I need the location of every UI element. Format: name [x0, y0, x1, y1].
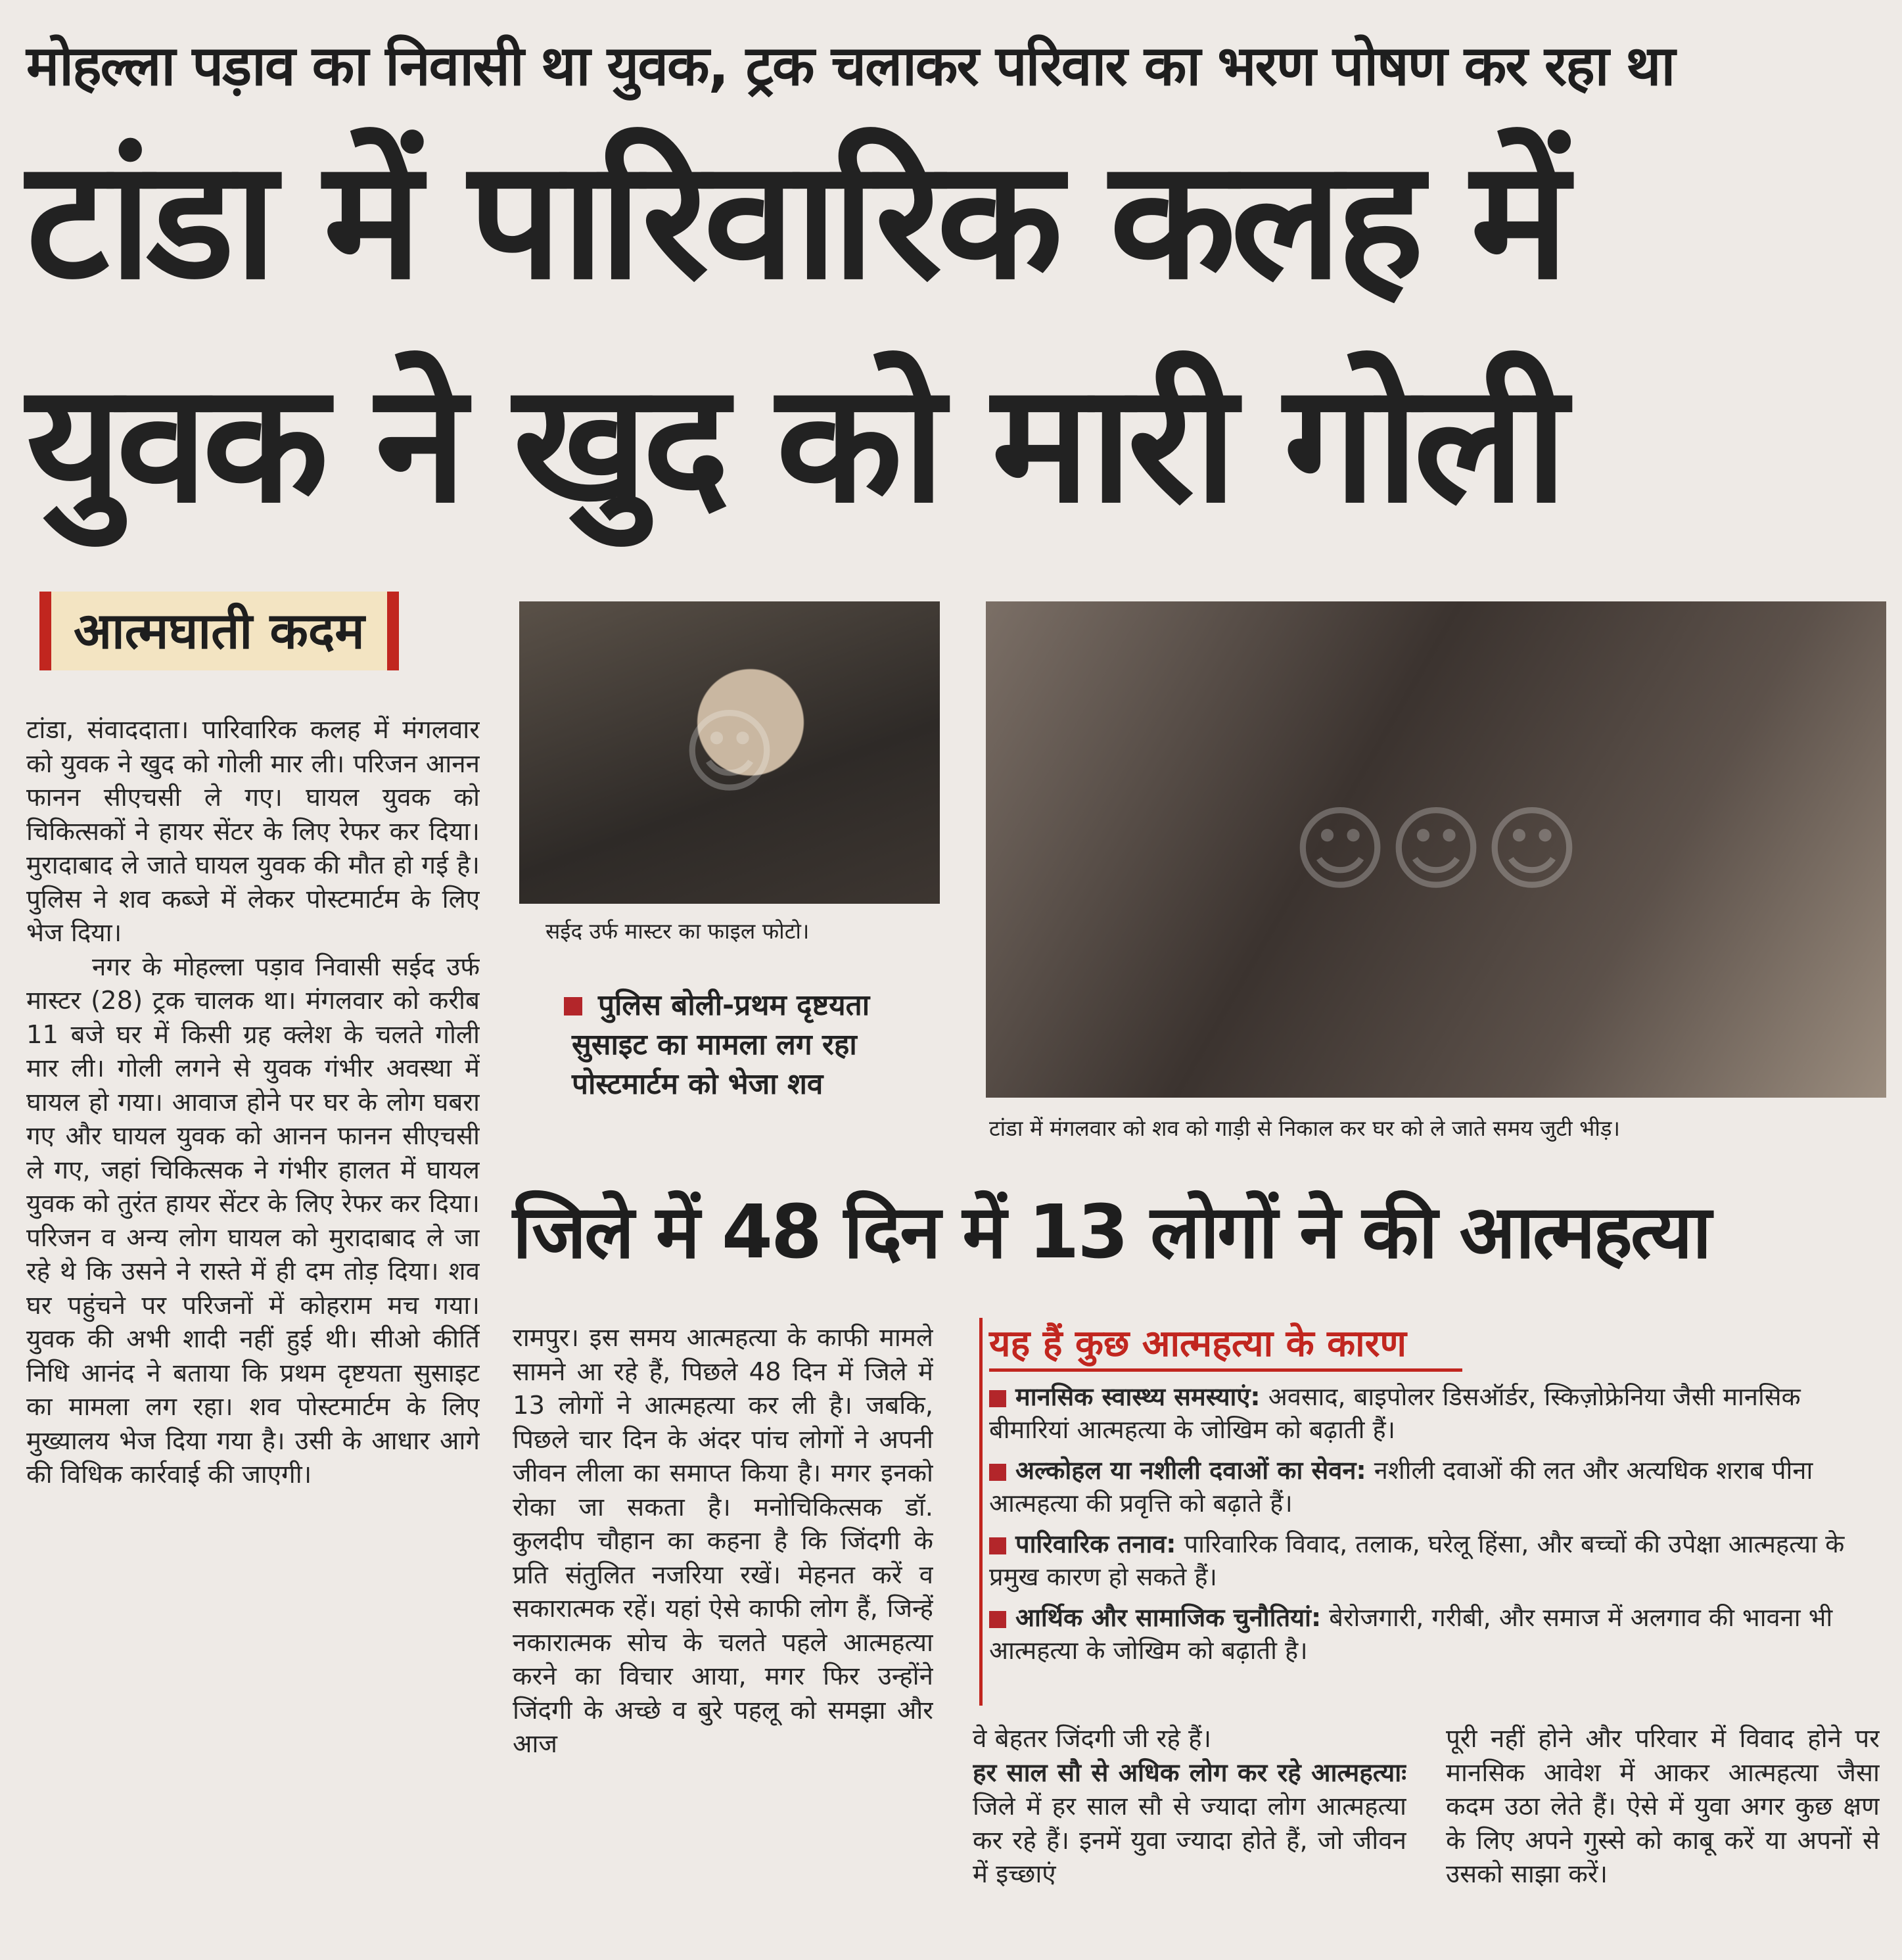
col2-text: जिले में हर साल सौ से ज्यादा लोग आत्महत्या कर रहे हैं। इनमें युवा ज्यादा होते हैं, जो जीवन में इच्छाएं — [973, 1792, 1406, 1889]
second-story-headline: जिले में 48 दिन में 13 लोगों ने की आत्महत्या — [513, 1190, 1710, 1275]
reason-item: पारिवारिक तनाव: पारिवारिक विवाद, तलाक, घरेलू हिंसा, और बच्चों की उपेक्षा आत्महत्या के प्रमुख कारण हो सकते हैं। — [989, 1529, 1845, 1591]
crowd-photo-caption: टांडा में मंगलवार को शव को गाड़ी से निकाल कर घर को ले जाते समय जुटी भीड़। — [989, 1115, 1621, 1141]
second-story-column-3 — [1446, 1722, 1880, 1946]
crowd-photo-icon: ☺☺☺ — [1292, 796, 1580, 903]
main-story-body — [26, 713, 480, 1936]
highlight-text: पुलिस बोली-प्रथम दृष्टयता सुसाइट का मामला लग रहा पोस्टमार्टम को भेजा शव — [572, 989, 870, 1101]
square-bullet-icon — [989, 1611, 1006, 1628]
crowd-photo — [986, 601, 1886, 1098]
headline-line-2: युवक ने खुद को मारी गोली — [26, 348, 1562, 539]
main-story-paragraph-1: टांडा, संवाददाता। पारिवारिक कलह में मंगलवार को युवक ने खुद को गोली मार ली। परिजन आनन फानन सीएचसी ले गए। घायल युवक को चिकित्सकों ने हायर सेंटर के लिए रेफर कर दिया। मुरादाबाद ले जाते घायल युवक की मौत हो गई है। पुलिस ने शव कब्जे में लेकर पोस्टमार्टम के लिए भेज दिया। — [26, 715, 480, 948]
headline-line-1: टांडा में पारिवारिक कलह में — [26, 124, 1564, 315]
second-story-column-2 — [973, 1722, 1406, 1946]
reasons-title-underline — [989, 1368, 1462, 1372]
reasons-box-title: यह हैं कुछ आत्महत्या के कारण — [989, 1322, 1407, 1365]
square-bullet-icon — [989, 1464, 1006, 1481]
second-story-column-1 — [513, 1321, 933, 1946]
main-story-paragraph-2: नगर के मोहल्ला पड़ाव निवासी सईद उर्फ मास्टर (28) ट्रक चालक था। मंगलवार को करीब 11 बजे घर में किसी ग्रह क्लेश के चलते गोली मार ली। गोली लगने से युवक गंभीर अवस्था में घायल हो गया। आवाज होने पर घर के लोग घबरा गए और घायल युवक को आनन फानन सीएचसी ले गए, जहां चिकित्सक ने गंभीर हालत में घायल युवक को तुरंत हायर सेंटर के लिए रेफर कर दिया। परिजन व अन्य लोग घायल को मुरादाबाद ले जा रहे थे कि उसने ने रास्ते में ही दम तोड़ दिया। शव घर पहुंचने पर परिजनों में कोहराम मच गया। युवक की अभी शादी नहीं हुई थी। सीओ कीर्ति निधि आनंद ने बताया कि प्रथम दृष्टयता सुसाइट का मामला लग रहा। शव पोस्टमार्टम के लिए मुख्यालय भेज दिया गया है। उसी के आधार आगे की विधिक कार्रवाई की जाएगी। — [26, 952, 480, 1489]
col3-text: पूरी नहीं होने और परिवार में विवाद होने पर मानसिक आवेश में आकर आत्महत्या जैसा कदम उठा लेते हैं। ऐसे में युवा अगर कुछ क्षण के लिए अपने गुस्से को काबू करें या अपनों से उसको साझा करें। — [1446, 1724, 1880, 1889]
highlight-box — [572, 986, 946, 1104]
square-bullet-icon — [989, 1537, 1006, 1554]
file-photo — [519, 601, 940, 904]
reasons-list — [989, 1380, 1870, 1675]
reason-item: अल्कोहल या नशीली दवाओं का सेवन: नशीली दवाओं की लत और अत्यधिक शराब पीना आत्महत्या की प्रवृत्ति को बढ़ाते हैं। — [989, 1456, 1813, 1518]
person-photo-icon: ☺ — [682, 699, 777, 806]
kicker-line: मोहल्ला पड़ाव का निवासी था युवक, ट्रक चलाकर परिवार का भरण पोषण कर रहा था — [26, 34, 1675, 98]
section-tag: आत्मघाती कदम — [39, 592, 399, 670]
second-story-col1-text: रामपुर। इस समय आत्महत्या के काफी मामले सामने आ रहे हैं, पिछले 48 दिन में जिले में 13 लोगों ने आत्महत्या कर ली है। जबकि, पिछले चार दिन के अंदर पांच लोगों ने अपनी जीवन लीला का समाप्त किया है। मगर इनको रोका जा सकता है। मनोचिकित्सक डॉ. कुलदीप चौहान का कहना है कि जिंदगी के प्रति संतुलित नजरिया रखें। मेहनत करें व सकारात्मक रहें। यहां ऐसे काफी लोग हैं, जिन्हें नकारात्मक सोच के चलते पहले आत्महत्या करने का विचार आया, मगर फिर उन्होंने जिंदगी के अच्छे व बुरे पहलू को समझा और आज — [513, 1323, 933, 1759]
file-photo-caption: सईद उर्फ मास्टर का फाइल फोटो। — [545, 918, 810, 944]
col2-lead: वे बेहतर जिंदगी जी रहे हैं। — [973, 1724, 1212, 1754]
col2-subhead: हर साल सौ से अधिक लोग कर रहे आत्महत्याः — [973, 1758, 1406, 1788]
reason-item: मानसिक स्वास्थ्य समस्याएं: अवसाद, बाइपोलर डिसऑर्डर, स्किज़ोफ्रेनिया जैसी मानसिक बीमारियां आत्महत्या के जोखिम को बढ़ाती हैं। — [989, 1382, 1801, 1444]
reason-item: आर्थिक और सामाजिक चुनौतियां: बेरोजगारी, गरीबी, और समाज में अलगाव की भावना भी आत्महत्या के जोखिम को बढ़ाती है। — [989, 1603, 1833, 1665]
square-bullet-icon — [989, 1390, 1006, 1407]
